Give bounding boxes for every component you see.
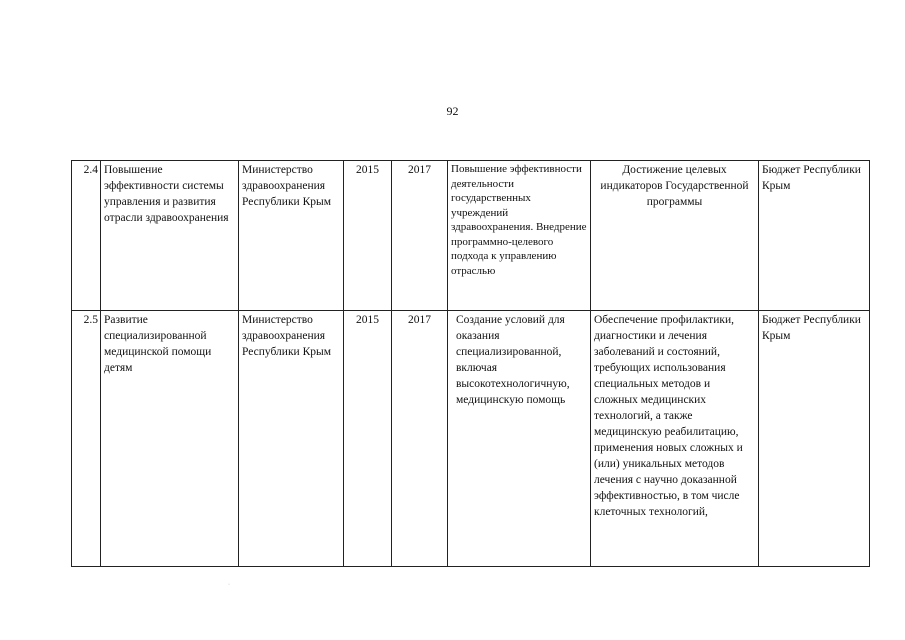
expected-result: Создание условий для оказания специализированной, включая высокотехнологичную, медицинскую помощь — [448, 311, 591, 567]
funding-source: Бюджет Республики Крым — [759, 161, 870, 311]
indicators: Достижение целевых индикаторов Государственной программы — [591, 161, 759, 311]
executor: Министерство здравоохранения Республики Крым — [239, 311, 344, 567]
executor: Министерство здравоохранения Республики Крым — [239, 161, 344, 311]
table-row — [72, 161, 870, 311]
end-year: 2017 — [392, 311, 448, 567]
start-year: 2015 — [344, 311, 392, 567]
scan-speck: · — [228, 582, 230, 588]
measure-name: Развитие специализированной медицинской помощи детям — [101, 311, 239, 567]
page-number: 92 — [446, 104, 459, 118]
funding-source: Бюджет Республики Крым — [759, 311, 870, 567]
row-number: 2.5 — [72, 311, 101, 567]
program-table — [71, 160, 870, 567]
table-row — [72, 311, 870, 567]
expected-result: Повышение эффективности деятельности государственных учреждений здравоохранения. Внедрение программно-целевого подхода к управлению отраслью — [448, 161, 591, 311]
indicators: Обеспечение профилактики, диагностики и лечения заболеваний и состояний, требующих использования специальных методов и сложных медицинских технологий, а также медицинскую реабилитацию, применения новых сложных и (или) уникальных методов лечения с научно доказанной эффективностью, в том числе клеточных технологий, — [591, 311, 759, 567]
row-number: 2.4 — [72, 161, 101, 311]
measure-name: Повышение эффективности системы управления и развития отрасли здравоохранения — [101, 161, 239, 311]
end-year: 2017 — [392, 161, 448, 311]
start-year: 2015 — [344, 161, 392, 311]
